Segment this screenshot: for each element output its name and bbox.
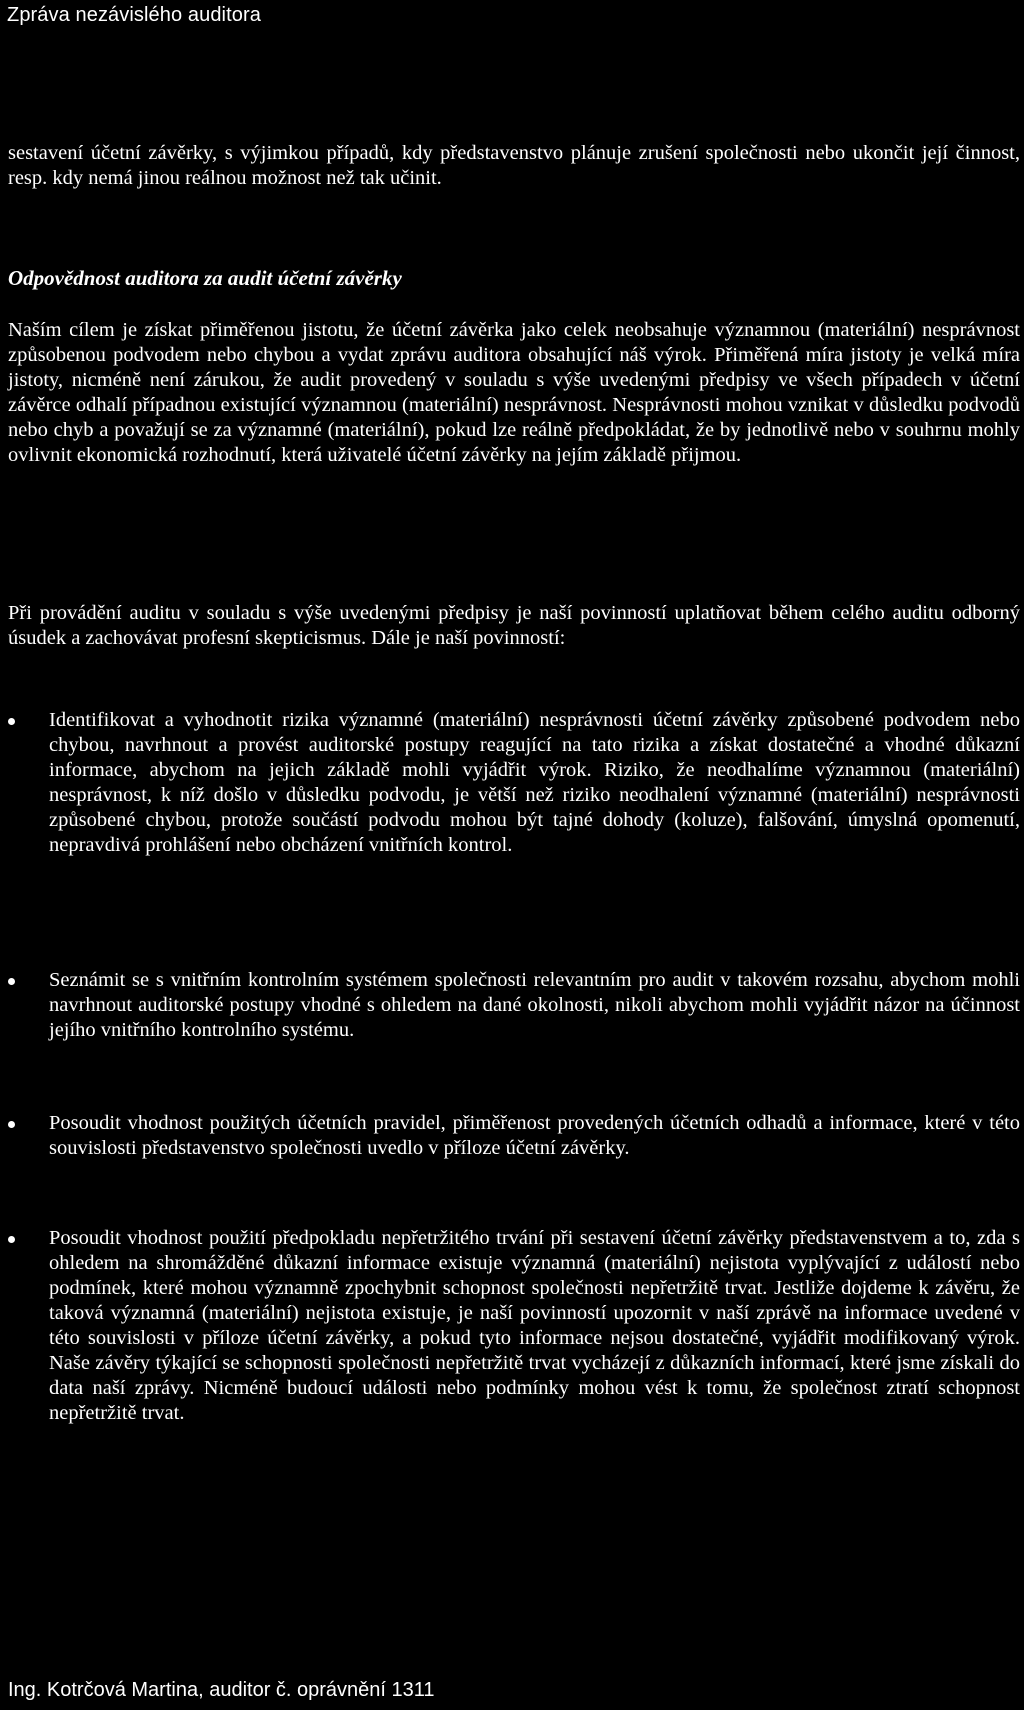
- bullet-icon: [8, 978, 15, 985]
- paragraph-audit-goal: Naším cílem je získat přiměřenou jistotu, že účetní závěrka jako celek neobsahuje významnou (materiální) nesprávnost způsobenou podvodem nebo chybou a vydat zprávu auditora obsahující náš výrok. Přiměřená míra jistoty je velká míra jistoty, nicméně není zárukou, že audit provedený v souladu s výše uvedenými předpisy ve všech případech v účetní závěrce odhalí případnou existující významnou (materiální) nesprávnost. Nesprávnosti mohou vznikat v důsledku podvodů nebo chyb a považují se za významné (materiální), pokud lze reálně předpokládat, že by jednotlivě nebo v souhrnu mohly ovlivnit ekonomická rozhodnutí, která uživatelé účetní závěrky na jejím základě přijmou.: [8, 319, 1020, 466]
- list-item-text: Identifikovat a vyhodnotit rizika významné (materiální) nesprávnosti účetní závěrky způsobené podvodem nebo chybou, navrhnout a provést auditorské postupy reagující na tato rizika a získat dostatečné a vhodné důkazní informace, abychom na jejich základě mohli vyjádřit výrok. Riziko, že neodhalíme významnou (materiální) nesprávnost, k níž došlo v důsledku podvodu, je větší než riziko neodhalení významné (materiální) nesprávnosti způsobené chybou, protože součástí podvodu mohou být tajné dohody (koluze), falšování, úmyslná opomenutí, nepravdivá prohlášení nebo obcházení vnitřních kontrol.: [49, 709, 1020, 856]
- bullet-icon: [8, 1121, 15, 1128]
- signature-line: Ing. Kotrčová Martina, auditor č. oprávnění 1311: [8, 1679, 435, 1701]
- bullet-icon: [8, 718, 15, 725]
- list-item-text: Posoudit vhodnost použitých účetních pravidel, přiměřenost provedených účetních odhadů a informace, které v této souvislosti představenstvo společnosti uvedlo v příloze účetní závěrky.: [49, 1112, 1020, 1159]
- bullet-icon: [8, 1236, 15, 1243]
- list-item-text: Posoudit vhodnost použití předpokladu nepřetržitého trvání při sestavení účetní závěrky představenstvem a to, zda s ohledem na shromážděné důkazní informace existuje významná (materiální) nejistota vyplývající z událostí nebo podmínek, které mohou významně zpochybnit schopnost společnosti nepřetržitě trvat. Jestliže dojdeme k závěru, že taková významná (materiální) nejistota existuje, je naší povinností upozornit v naší zprávě na informace uvedené v této souvislosti v příloze účetní závěrky, a pokud tyto informace nejsou dostatečné, vyjádřit modifikovaný výrok. Naše závěry týkající se schopnosti společnosti nepřetržitě trvat vycházejí z důkazních informací, které jsme získali do data naší zprávy. Nicméně budoucí události nebo podmínky mohou vést k tomu, že společnost ztratí schopnost nepřetržitě trvat.: [49, 1227, 1020, 1424]
- intro-paragraph: sestavení účetní závěrky, s výjimkou případů, kdy představenstvo plánuje zrušení společnosti nebo ukončit její činnost, resp. kdy nemá jinou reálnou možnost než tak učinit.: [8, 142, 1020, 189]
- paragraph-audit-duties: Při provádění auditu v souladu s výše uvedenými předpisy je naší povinností uplatňovat během celého auditu odborný úsudek a zachovávat profesní skepticismus. Dále je naší povinností:: [8, 602, 1020, 649]
- list-item-text: Seznámit se s vnitřním kontrolním systémem společnosti relevantním pro audit v takovém rozsahu, abychom mohli navrhnout auditorské postupy vhodné s ohledem na dané okolnosti, nikoli abychom mohli vyjádřit názor na účinnost jejího vnitřního kontrolního systému.: [49, 969, 1020, 1041]
- page-header-title: Zpráva nezávislého auditora: [7, 4, 261, 26]
- section-heading: Odpovědnost auditora za audit účetní závěrky: [8, 266, 402, 290]
